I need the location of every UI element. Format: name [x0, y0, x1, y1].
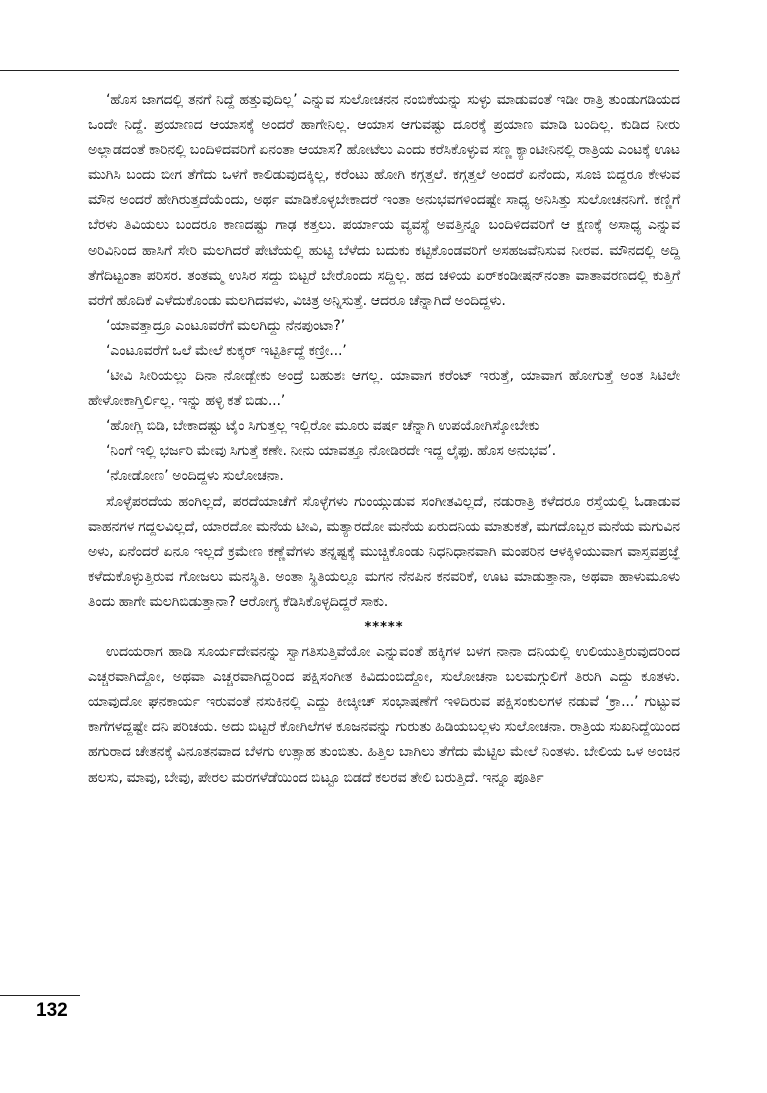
paragraph-1: ‘ಹೊಸ ಜಾಗದಲ್ಲಿ ತನಗೆ ನಿದ್ದೆ ಹತ್ತುವುದಿಲ್ಲ’ ಎನ್ನುವ ಸುಲೋಚನನ ನಂಬಿಕೆಯನ್ನು ಸುಳ್ಳು ಮಾಡುವಂತೆ ಇಡೀ ರಾತ್ರಿ ತುಂಡುಗಡಿಯದ ಒಂದೇ ನಿದ್ದೆ. ಪ್ರಯಾಣದ ಆಯಾಸಕ್ಕೆ ಅಂದರೆ ಹಾಗೇನಿಲ್ಲ. ಆಯಾಸ ಆಗುವಷ್ಟು ದೂರಕ್ಕೆ ಪ್ರಯಾಣ ಮಾಡಿ ಬಂದಿಲ್ಲ. ಕುಡಿದ ನೀರು ಅಲ್ಲಾಡದಂತೆ ಕಾರಿನಲ್ಲಿ ಬಂದಿಳಿದವರಿಗೆ ಏನಂತಾ ಆಯಾಸ? ಹೋಟೆಲು ಎಂದು ಕರೆಸಿಕೊಳ್ಳುವ ಸಣ್ಣ ಕ್ಯಾಂಟೀನಿನಲ್ಲಿ ರಾತ್ರಿಯ ಎಂಟಕ್ಕೆ ಊಟ ಮುಗಿಸಿ ಬಂದು ಬೀಗ ತೆಗೆದು ಒಳಗೆ ಕಾಲಿಡುವುದಕ್ಕಿಲ್ಲ, ಕರೆಂಟು ಹೋಗಿ ಕಗ್ಗತ್ತಲೆ. ಕಗ್ಗತ್ತಲೆ ಅಂದರೆ ಏನೆಂದು, ಸೂಜಿ ಬಿದ್ದರೂ ಕೇಳುವ ಮೌನ ಅಂದರೆ ಹೇಗಿರುತ್ತದೆಯೆಂದು, ಅರ್ಥ ಮಾಡಿಕೊಳ್ಳಬೇಕಾದರೆ ಇಂತಾ ಅನುಭವಗಳಿಂದಷ್ಟೇ ಸಾಧ್ಯ ಅನಿಸಿತ್ತು ಸುಲೋಚನನಿಗೆ. ಕಣ್ಣಿಗೆ ಬೆರಳು ತಿವಿಯಲು ಬಂದರೂ ಕಾಣದಷ್ಟು ಗಾಢ ಕತ್ತಲು. ಪರ್ಯಾಯ ವ್ಯವಸ್ಥೆ ಅವತ್ತಿನ್ನೂ ಬಂದಿಳಿದವರಿಗೆ ಆ ಕ್ಷಣಕ್ಕೆ ಅಸಾಧ್ಯ ಎನ್ನುವ ಅರಿವಿನಿಂದ ಹಾಸಿಗೆ ಸೇರಿ ಮಲಗಿದರೆ ಪೇಟೆಯಲ್ಲಿ ಹುಟ್ಟಿ ಬೆಳೆದು ಬದುಕು ಕಟ್ಟಿಕೊಂಡವರಿಗೆ ಅಸಹಜವೆನಿಸುವ ನೀರವ. ಮೌನದಲ್ಲಿ ಅದ್ದಿ ತೆಗೆದಿಟ್ಟಂತಾ ಪರಿಸರ. ತಂತಮ್ಮ ಉಸಿರ ಸದ್ದು ಬಿಟ್ಟರೆ ಬೇರೊಂದು ಸದ್ದಿಲ್ಲ. ಹದ ಚಳಿಯ ಏರ್‌ಕಂಡೀಷನ್‌ನಂತಾ ವಾತಾವರಣದಲ್ಲಿ ಕುತ್ತಿಗೆ ವರೆಗೆ ಹೊದಿಕೆ ಎಳೆದುಕೊಂಡು ಮಲಗಿದವಳು, ವಿಚಿತ್ರ ಅನ್ನಿಸುತ್ತೆ. ಆದರೂ ಚೆನ್ನಾಗಿದೆ ಅಂದಿದ್ದಳು.	[88, 92, 680, 309]
paragraph-7: ‘ನೋಡೋಣ’ ಅಂದಿದ್ದಳು ಸುಲೋಚನಾ.	[106, 468, 284, 485]
paragraph-3: ‘ಎಂಟೂವರೆಗೆ ಒಲೆ ಮೇಲೆ ಕುಕ್ಕರ್ ಇಟ್ಟಿರ್ತಿದ್ದೆ ಕಣ್ರೀ...’	[106, 342, 347, 359]
scene-break: *****	[364, 619, 404, 635]
paragraph-6: ‘ನಿಂಗೆ ಇಲ್ಲಿ ಭರ್ಜರಿ ಮೇವು ಸಿಗುತ್ತೆ ಕಣೇ. ನೀನು ಯಾವತ್ತೂ ನೋಡಿರದೇ ಇದ್ದ ಲೈಫು. ಹೊಸ ಅನುಭವ’.	[106, 443, 556, 460]
paragraph-4: ‘ಟೀವಿ ಸೀರಿಯಲ್ಲು ದಿನಾ ನೋಡ್ಬೇಕು ಅಂದ್ರೆ ಬಹುಶಃ ಆಗಲ್ಲ. ಯಾವಾಗ ಕರೆಂಟ್ ಇರುತ್ತೆ, ಯಾವಾಗ ಹೋಗುತ್ತೆ ಅಂತ ಸಿಟಿಲೇ ಹೇಳೋಕಾಗ್ತಿರ್ಲಿಲ್ಲ. ಇನ್ನು ಹಳ್ಳಿ ಕತೆ ಬಿಡು...’	[88, 368, 680, 410]
paragraph-8: ಸೊಳ್ಳೆಪರದೆಯ ಹಂಗಿಲ್ಲದೆ, ಪರದೆಯಾಚೆಗೆ ಸೊಳ್ಳೆಗಳು ಗುಂಯ್ಗುಡುವ ಸಂಗೀತವಿಲ್ಲದೆ, ನಡುರಾತ್ರಿ ಕಳೆದರೂ ರಸ್ತೆಯಲ್ಲಿ ಓಡಾಡುವ ವಾಹನಗಳ ಗದ್ದಲವಿಲ್ಲದೆ, ಯಾರದೋ ಮನೆಯ ಟೀವಿ, ಮತ್ಯಾರದೋ ಮನೆಯ ಏರುದನಿಯ ಮಾತುಕತೆ, ಮಗದೊಬ್ಬರ ಮನೆಯ ಮಗುವಿನ ಅಳು, ಏನೆಂದರೆ ಏನೂ ಇಲ್ಲದೆ ಕ್ರಮೇಣ ಕಣ್ಣೆವೆಗಳು ತನ್ನಷ್ಟಕ್ಕೆ ಮುಚ್ಚಿಕೊಂಡು ನಿಧನಿಧಾನವಾಗಿ ಮಂಪರಿನ ಆಳಕ್ಕಿಳಿಯುವಾಗ ವಾಸ್ತವಪ್ರಜ್ಞೆ ಕಳೆದುಕೊಳ್ಳುತ್ತಿರುವ ಗೋಜಲು ಮನಸ್ಥಿತಿ. ಅಂತಾ ಸ್ಥಿತಿಯಲ್ಲೂ ಮಗನ ನೆನಪಿನ ಕನವರಿಕೆ, ಊಟ ಮಾಡುತ್ತಾನಾ, ಅಥವಾ ಹಾಳುಮೂಳು ತಿಂದು ಹಾಗೇ ಮಲಗಿಬಿಡುತ್ತಾನಾ? ಆರೋಗ್ಯ ಕೆಡಿಸಿಕೊಳ್ಳದಿದ್ದರೆ ಸಾಕು.	[88, 493, 680, 610]
bottom-rule	[0, 995, 80, 996]
page-number: 132	[36, 1000, 68, 1021]
top-rule	[0, 70, 679, 71]
paragraph-2: ‘ಯಾವತ್ತಾದ್ರೂ ಎಂಟೂವರೆಗೆ ಮಲಗಿದ್ದು ನೆನಪುಂಟಾ?’	[106, 317, 345, 334]
paragraph-9: ಉದಯರಾಗ ಹಾಡಿ ಸೂರ್ಯದೇವನನ್ನು ಸ್ವಾಗತಿಸುತ್ತಿವೆಯೋ ಎನ್ನುವಂತೆ ಹಕ್ಕಿಗಳ ಬಳಗ ನಾನಾ ದನಿಯಲ್ಲಿ ಉಲಿಯುತ್ತಿರುವುದರಿಂದ ಎಚ್ಚರವಾಗಿದ್ದೋ, ಅಥವಾ ಎಚ್ಚರವಾಗಿದ್ದರಿಂದ ಪಕ್ಷಿಸಂಗೀತ ಕಿವಿದುಂಬಿದ್ದೋ, ಸುಲೋಚನಾ ಬಲಮಗ್ಗುಲಿಗೆ ತಿರುಗಿ ಎದ್ದು ಕೂತಳು. ಯಾವುದೋ ಘನಕಾರ್ಯ ಇರುವಂತೆ ನಸುಕಿನಲ್ಲಿ ಎದ್ದು ಕೀಚ್ಕೀಚ್ ಸಂಭಾಷಣೆಗೆ ಇಳಿದಿರುವ ಪಕ್ಷಿಸಂಕುಲಗಳ ನಡುವೆ ‘ಕ್ರಾ...’ ಗುಟ್ಟುವ ಕಾಗೆಗಳದ್ದಷ್ಟೇ ದನಿ ಪರಿಚಯ. ಅದು ಬಿಟ್ಟರೆ ಕೋಗಿಲೆಗಳ ಕೂಜನವನ್ನು ಗುರುತು ಹಿಡಿಯಬಲ್ಲಳು ಸುಲೋಚನಾ. ರಾತ್ರಿಯ ಸುಖನಿದ್ದೆಯಿಂದ ಹಗುರಾದ ಚೇತನಕ್ಕೆ ವಿನೂತನವಾದ ಬೆಳಗು ಉತ್ಸಾಹ ತುಂಬಿತು. ಹಿತ್ತಿಲ ಬಾಗಿಲು ತೆಗೆದು ಮೆಟ್ಟಿಲ ಮೇಲೆ ನಿಂತಳು. ಬೇಲಿಯ ಒಳ ಅಂಚಿನ ಹಲಸು, ಮಾವು, ಬೇವು, ಪೇರಲ ಮರಗಳೆಡೆಯಿಂದ ಬಿಟ್ಟೂ ಬಿಡದೆ ಕಲರವ ತೇಲಿ ಬರುತ್ತಿದೆ. ಇನ್ನೂ ಪೂರ್ತಿ	[88, 644, 680, 786]
paragraph-5: ‘ಹೋಗ್ಲಿ ಬಿಡಿ, ಬೇಕಾದಷ್ಟು ಟೈಂ ಸಿಗುತ್ತಲ್ಲ ಇಲ್ಲಿರೋ ಮೂರು ವರ್ಷ ಚೆನ್ನಾಗಿ ಉಪಯೋಗಿಸ್ಕೋಬೇಕು	[106, 418, 540, 435]
page-body	[88, 88, 680, 791]
